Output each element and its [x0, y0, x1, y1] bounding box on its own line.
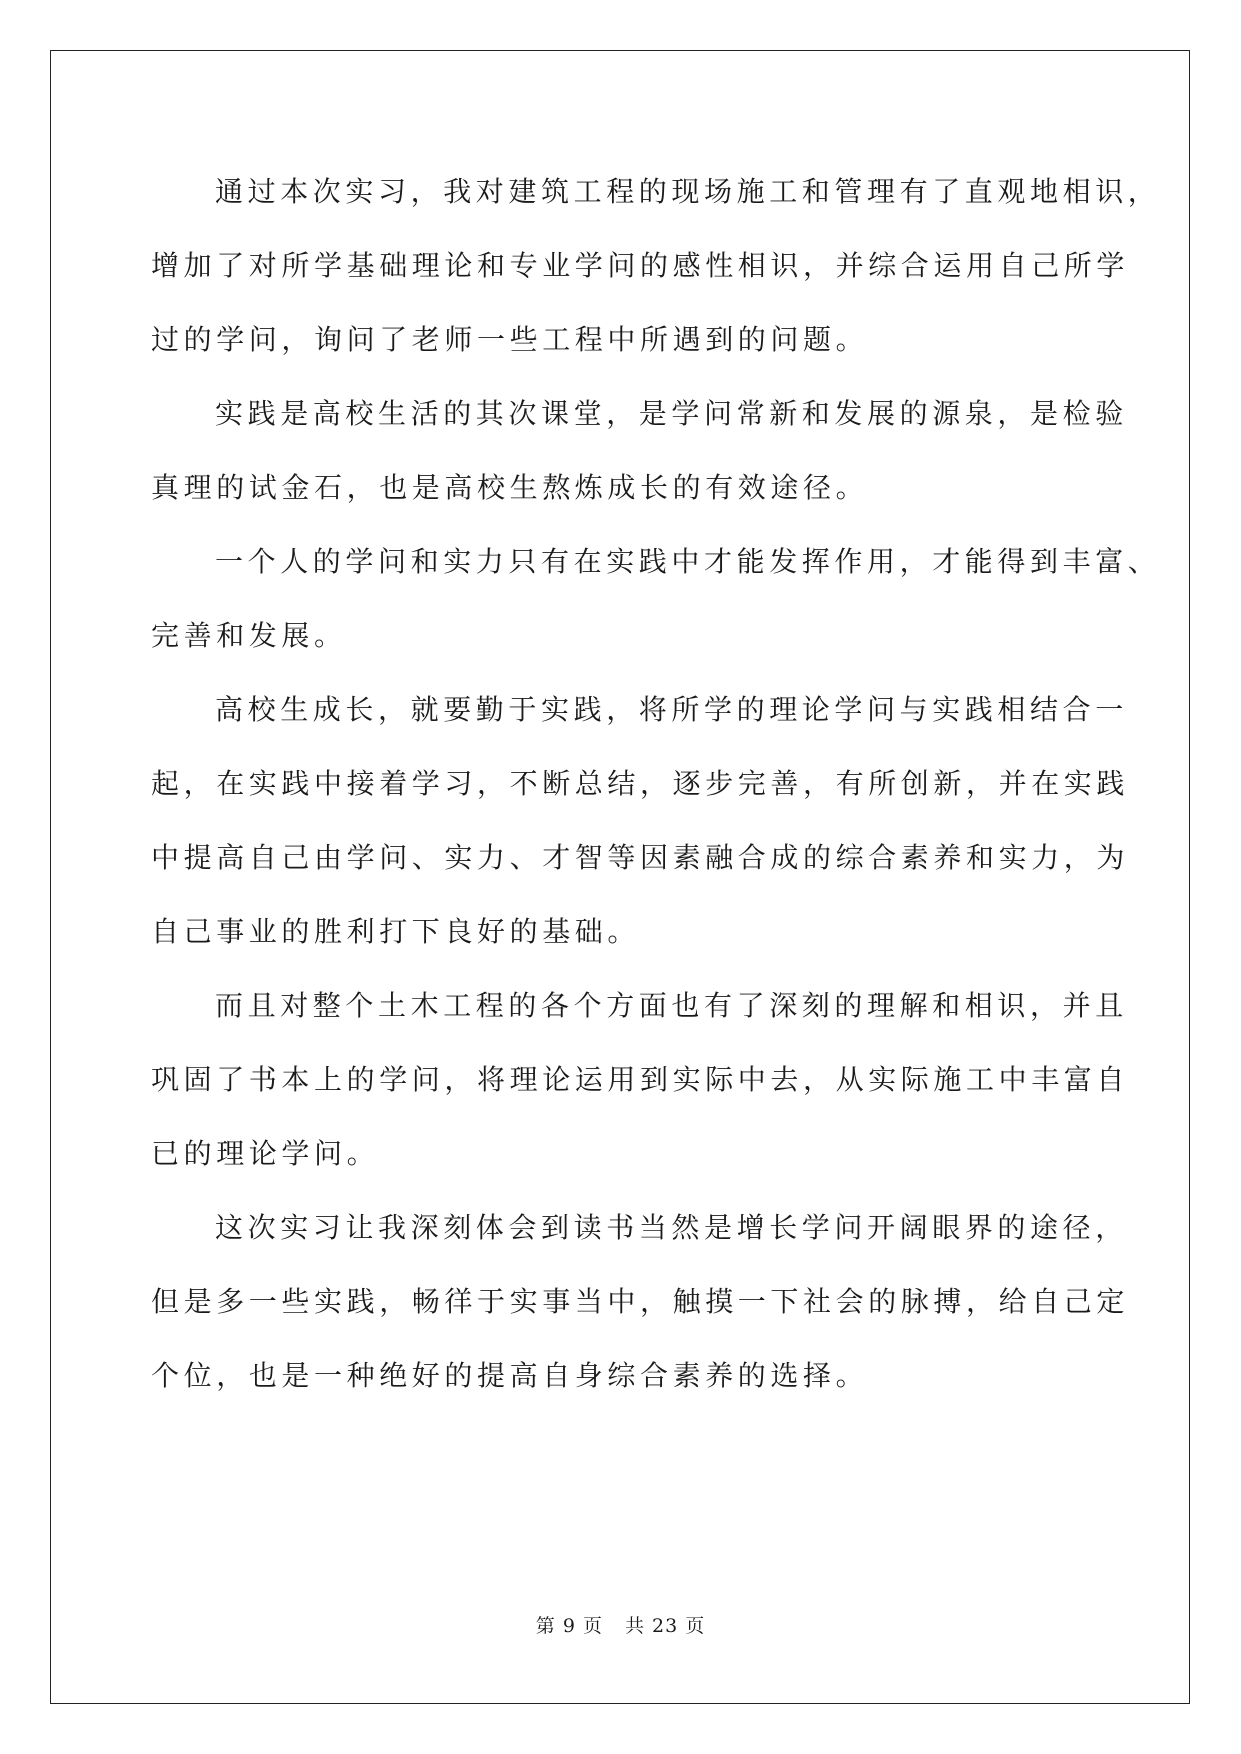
page-footer: [0, 1614, 1241, 1638]
paragraph-4-line-2: 起，在实践中接着学习，不断总结，逐步完善，有所创新，并在实践: [151, 767, 1130, 800]
paragraph-5-line-1: 而且对整个土木工程的各个方面也有了深刻的理解和相识，并且: [215, 989, 1128, 1022]
paragraph-4-line-1: 高校生成长，就要勤于实践，将所学的理论学问与实践相结合一: [215, 693, 1128, 726]
paragraph-6-line-2: 但是多一些实践，畅徉于实事当中，触摸一下社会的脉搏，给自己定: [151, 1285, 1130, 1318]
paragraph-3-line-1: 一个人的学问和实力只有在实践中才能发挥作用，才能得到丰富、: [215, 545, 1161, 578]
paragraph-4-line-3: 中提高自己由学问、实力、才智等因素融合成的综合素养和实力，为: [151, 841, 1130, 874]
paragraph-2-line-2: 真理的试金石，也是高校生熬炼成长的有效途径。: [151, 471, 869, 504]
paragraph-1-line-1: 通过本次实习，我对建筑工程的现场施工和管理有了直观地相识，: [215, 175, 1161, 208]
paragraph-5-line-2: 巩固了书本上的学问，将理论运用到实际中去，从实际施工中丰富自: [151, 1063, 1130, 1096]
paragraph-6-line-3: 个位，也是一种绝好的提高自身综合素养的选择。: [151, 1359, 869, 1392]
paragraph-3-line-2: 完善和发展。: [151, 619, 347, 652]
paragraph-1-line-2: 增加了对所学基础理论和专业学问的感性相识，并综合运用自己所学: [151, 249, 1130, 282]
paragraph-1-line-3: 过的学问，询问了老师一些工程中所遇到的问题。: [151, 323, 869, 356]
page-total: 共 23 页: [624, 1615, 706, 1637]
paragraph-5-line-3: 已的理论学问。: [151, 1137, 380, 1170]
paragraph-2-line-1: 实践是高校生活的其次课堂，是学问常新和发展的源泉，是检验: [215, 397, 1128, 430]
page-number: 第 9 页: [535, 1615, 603, 1637]
paragraph-6-line-1: 这次实习让我深刻体会到读书当然是增长学问开阔眼界的途径，: [215, 1211, 1128, 1244]
paragraph-4-line-4: 自己事业的胜利打下良好的基础。: [151, 915, 641, 948]
page-border: [50, 50, 1190, 1704]
